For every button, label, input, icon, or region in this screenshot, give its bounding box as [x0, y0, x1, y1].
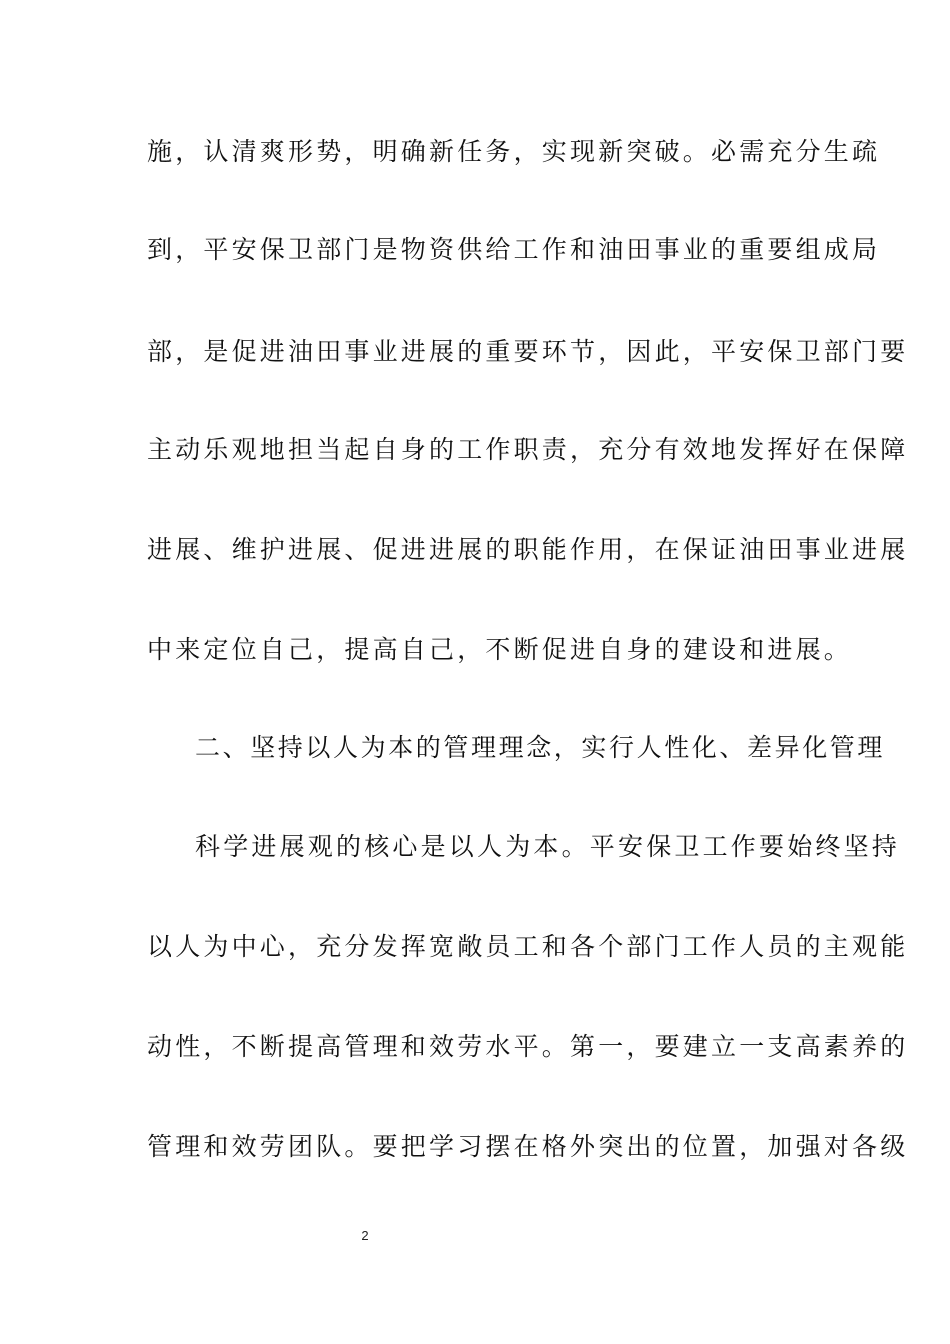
body-text-line: 动性，不断提高管理和效劳水平。第一，要建立一支高素养的 — [147, 1032, 909, 1061]
section-heading: 二、坚持以人为本的管理理念，实行人性化、差异化管理 — [195, 733, 886, 762]
body-text-line: 进展、维护进展、促进进展的职能作用，在保证油田事业进展 — [147, 535, 909, 564]
body-text-line: 以人为中心，充分发挥宽敞员工和各个部门工作人员的主观能 — [147, 932, 909, 961]
body-text-line: 施，认清爽形势，明确新任务，实现新突破。必需充分生疏 — [147, 137, 881, 166]
body-text-line: 到，平安保卫部门是物资供给工作和油田事业的重要组成局 — [147, 235, 881, 264]
paragraph-first-line: 科学进展观的核心是以人为本。平安保卫工作要始终坚持 — [195, 832, 901, 861]
body-text-line: 管理和效劳团队。要把学习摆在格外突出的位置，加强对各级 — [147, 1132, 909, 1161]
body-text-line: 主动乐观地担当起自身的工作职责，充分有效地发挥好在保障 — [147, 435, 909, 464]
body-text-line: 中来定位自己，提高自己，不断促进自身的建设和进展。 — [147, 635, 853, 664]
page-number: 2 — [361, 1228, 369, 1243]
body-text-line: 部，是促进油田事业进展的重要环节，因此，平安保卫部门要 — [147, 337, 909, 366]
